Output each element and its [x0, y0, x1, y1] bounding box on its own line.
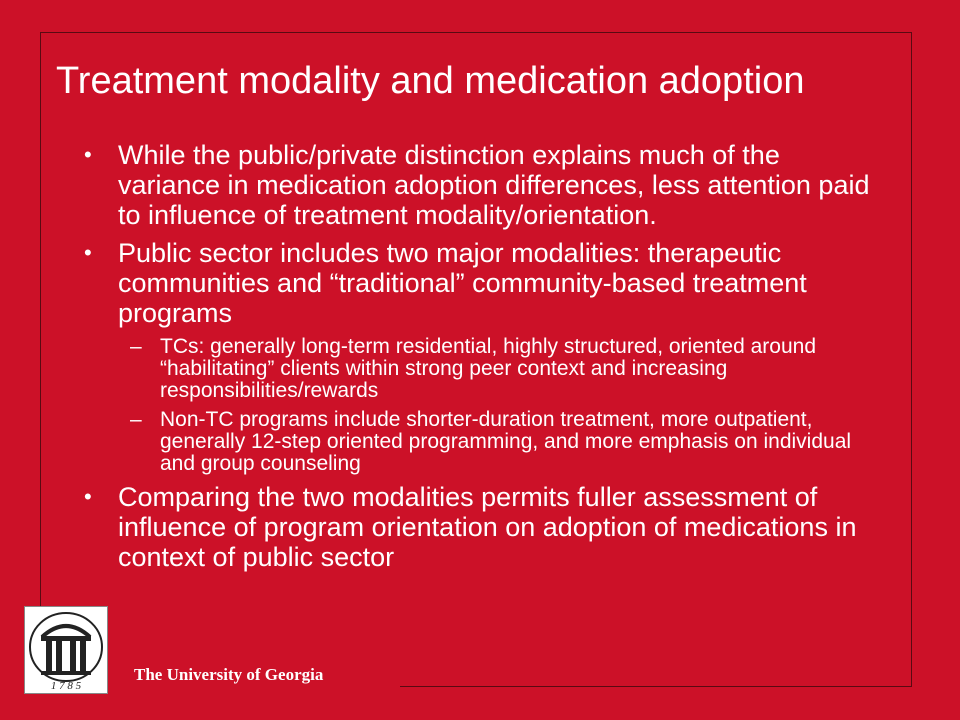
- bullet-item: [80, 482, 880, 572]
- slide-title: Treatment modality and medication adoption: [56, 60, 805, 102]
- bullet-marker: •: [84, 484, 92, 509]
- sub-bullet-text: Non-TC programs include shorter-duration treatment, more outpatient, generally 12-step oriented programming, and more emphasis on individual and group counseling: [160, 408, 852, 475]
- footer-university-name: The University of Georgia: [134, 665, 324, 684]
- arch-icon: [25, 607, 107, 693]
- bullet-text: While the public/private distinction explains much of the variance in medication adoption differences, less attention paid to influence of treatment modality/orientation.: [118, 140, 870, 230]
- bullet-marker: •: [84, 142, 92, 167]
- sub-bullet-text: TCs: generally long-term residential, highly structured, oriented around “habilitating” clients within strong peer context and increasing responsibilities/rewards: [160, 335, 816, 402]
- bullet-text: Public sector includes two major modalities: therapeutic communities and “traditional” community-based treatment programs: [118, 238, 807, 328]
- bullet-item: [80, 140, 880, 230]
- sub-bullet-marker: –: [130, 335, 142, 358]
- seal-year: 1 7 8 5: [50, 680, 82, 692]
- bullet-text: Comparing the two modalities permits fuller assessment of influence of program orientation on adoption of medications in context of public sector: [118, 482, 857, 572]
- bullet-item: [80, 238, 880, 328]
- university-seal-logo: [24, 606, 108, 694]
- sub-bullet-marker: –: [130, 408, 142, 431]
- sub-bullet-item: [80, 409, 880, 475]
- bullet-marker: •: [84, 240, 92, 265]
- slide-content: [80, 140, 880, 580]
- sub-bullet-item: [80, 336, 880, 402]
